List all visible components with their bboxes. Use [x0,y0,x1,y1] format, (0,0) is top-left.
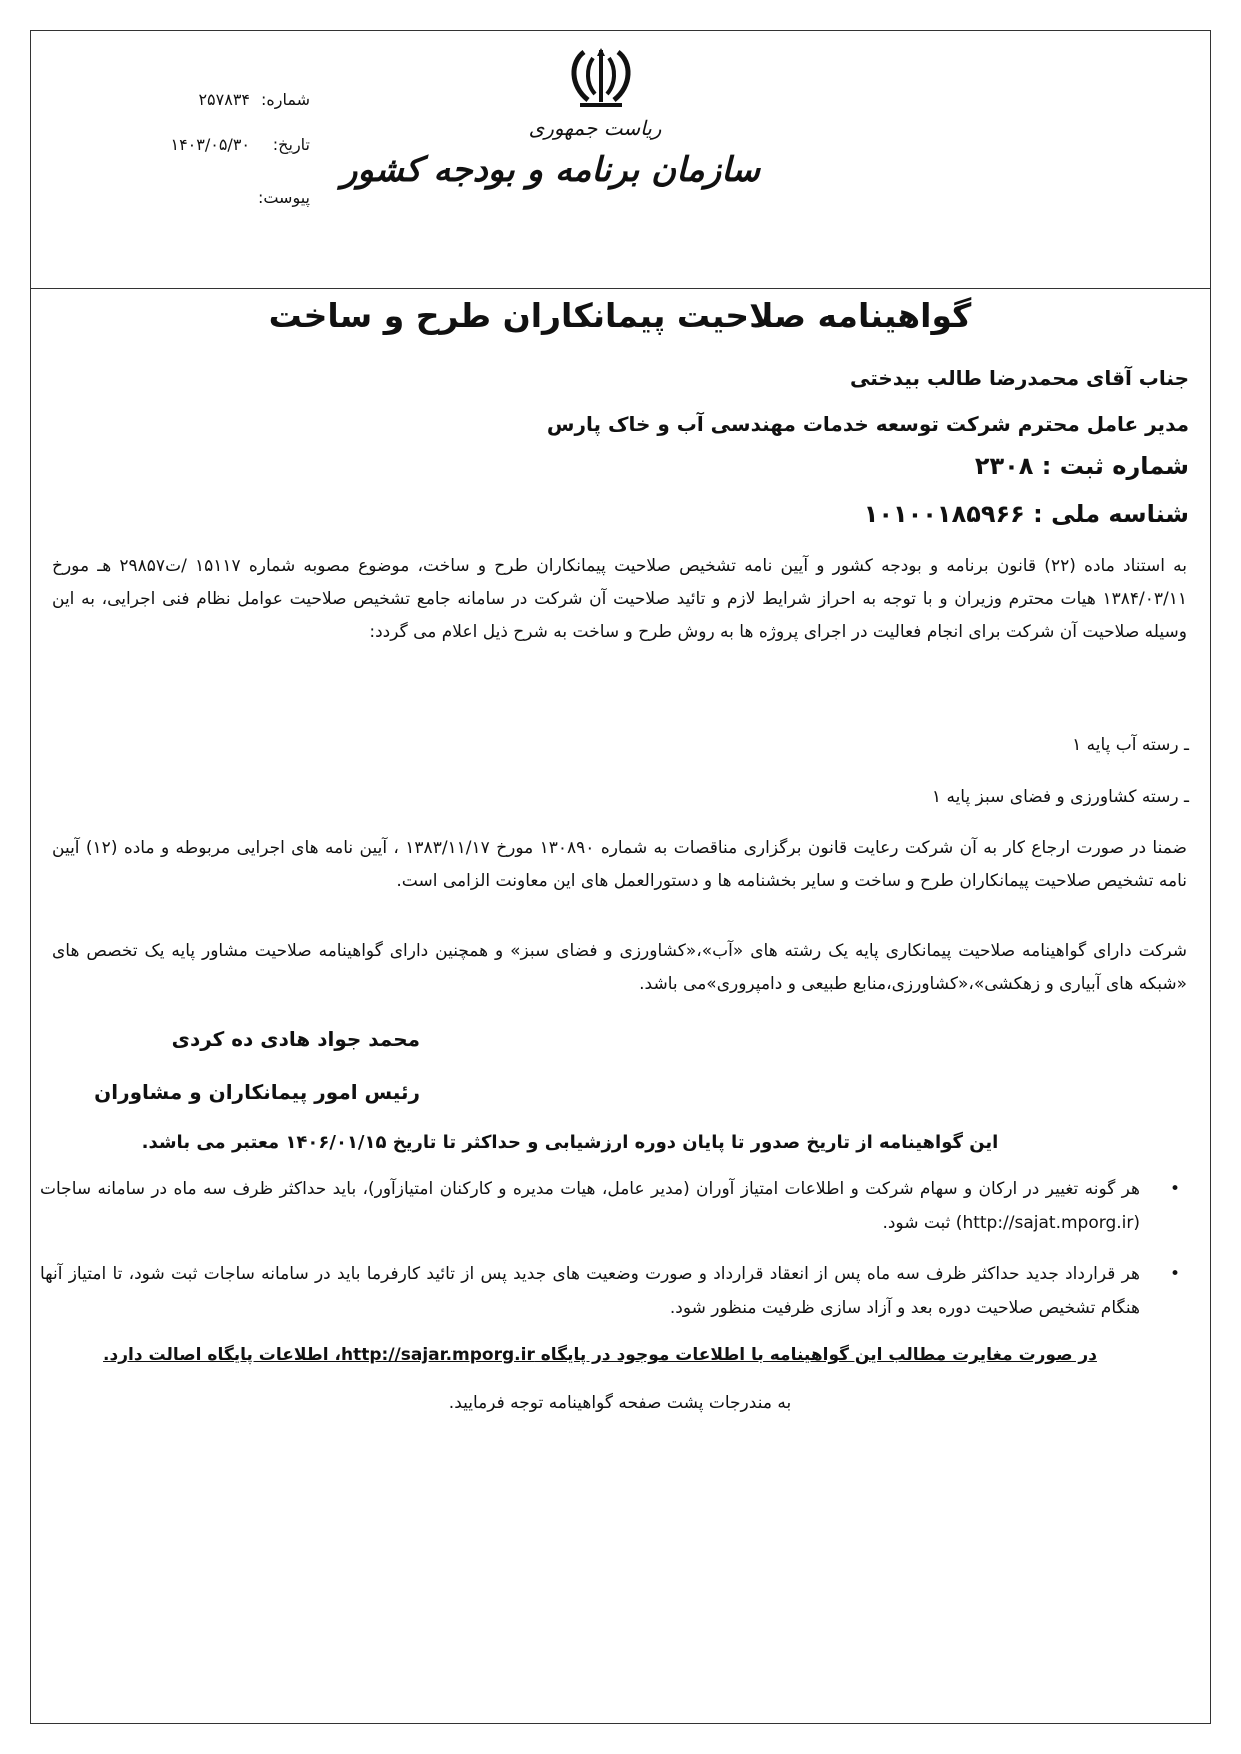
date-value: ۱۴۰۳/۰۵/۳۰ [170,135,250,154]
recipient-salutation: جناب آقای محمدرضا طالب بیدختی [849,366,1189,390]
header-divider [30,288,1211,289]
certificate-title: گواهینامه صلاحیت پیمانکاران طرح و ساخت [268,296,972,335]
number-value: ۲۵۷۸۳۴ [198,90,250,109]
iran-emblem-icon [566,46,636,110]
organization-name: سازمان برنامه و بودجه کشور [341,150,760,190]
bullet-text: هر گونه تغییر در ارکان و سهام شرکت و اطلاعات امتیاز آوران (مدیر عامل، هیات مدیره و کارکنان امتیازآور)، باید حداکثر ظرف سه ماه در سامانه ساجات (http://sajat.mporg.ir) ثبت شود. [40,1179,1140,1233]
discrepancy-note: در صورت مغایرت مطالب این گواهینامه با اطلاعات موجود در پایگاه http://sajar.mporg.ir، اطلاعات پایگاه اصالت دارد. [103,1345,1097,1365]
obligation-paragraph: ضمنا در صورت ارجاع کار به آن شرکت رعایت قانون برگزاری مناقصات به شماره ۱۳۰۸۹۰ مورخ ۱۳۸۳/۱۱/۱۷ ، آیین نامه های اجرایی مربوطه و ماده (۱۲) آیین نامه تشخیص صلاحیت پیمانکاران طرح و ساخت و سایر بخشنامه ها و دستورالعمل های این معاونت الزامی است. [52,838,1187,891]
presidency-text: ریاست جمهوری [528,116,662,140]
field-item-water: ـ رسته آب پایه ۱ [1072,735,1189,755]
registration-number: شماره ثبت : ۲۳۰۸ [974,452,1189,480]
signatory-name: محمد جواد هادی ده کردی [171,1027,420,1051]
bullet-item [40,1257,1180,1325]
bullet-symbol: • [1169,1179,1180,1199]
reverse-side-note: به مندرجات پشت صفحه گواهینامه توجه فرمایید. [448,1393,792,1413]
bullet-item [40,1172,1180,1240]
bullet-symbol: • [1169,1264,1180,1284]
field-item-agriculture: ـ رسته کشاورزی و فضای سبز پایه ۱ [931,787,1189,807]
qualification-paragraph: شرکت دارای گواهینامه صلاحیت پیمانکاری پایه یک رشته های «آب»،«کشاورزی و فضای سبز» و همچنین دارای گواهینامه صلاحیت مشاور پایه یک تخصص های «شبکه های آبیاری و زهکشی»،«کشاورزی،منابع طبیعی و دامپروری»می باشد. [52,941,1187,994]
signatory-title: رئیس امور پیمانکاران و مشاوران [94,1080,420,1104]
attachment-label: پیوست: [257,188,310,207]
recipient-position: مدیر عامل محترم شرکت توسعه خدمات مهندسی آب و خاک پارس [546,412,1189,436]
bullet-text: هر قرارداد جدید حداکثر ظرف سه ماه پس از انعقاد قرارداد و صورت وضعیت های جدید پس از تائید کارفرما باید در سامانه ساجات ثبت شود، تا امتیاز آنها هنگام تشخیص صلاحیت دوره بعد و آزاد سازی ظرفیت منظور شود. [40,1264,1140,1318]
intro-paragraph: به استناد ماده (۲۲) قانون برنامه و بودجه کشور و آیین نامه تشخیص صلاحیت پیمانکاران طرح و ساخت، موضوع مصوبه شماره ۱۵۱۱۷ /ت۲۹۸۵۷ هـ مورخ ۱۳۸۴/۰۳/۱۱ هیات محترم وزیران و با توجه به احراز شرایط لازم و تائید صلاحیت آن شرکت در سامانه جامع تشخیص صلاحیت عوامل نظام فنی اجرایی، به این وسیله صلاحیت آن شرکت برای انجام فعالیت در اجرای پروژه ها به روش طرح و ساخت به شرح ذیل اعلام می گردد: [52,556,1188,642]
validity-statement: این گواهینامه از تاریخ صدور تا پایان دوره ارزشیابی و حداکثر تا تاریخ ۱۴۰۶/۰۱/۱۵ معتبر می باشد. [141,1132,999,1153]
national-id: شناسه ملی : ۱۰۱۰۰۱۸۵۹۶۶ [863,500,1189,528]
date-label: تاریخ: [272,135,310,154]
number-label: شماره: [260,90,310,109]
